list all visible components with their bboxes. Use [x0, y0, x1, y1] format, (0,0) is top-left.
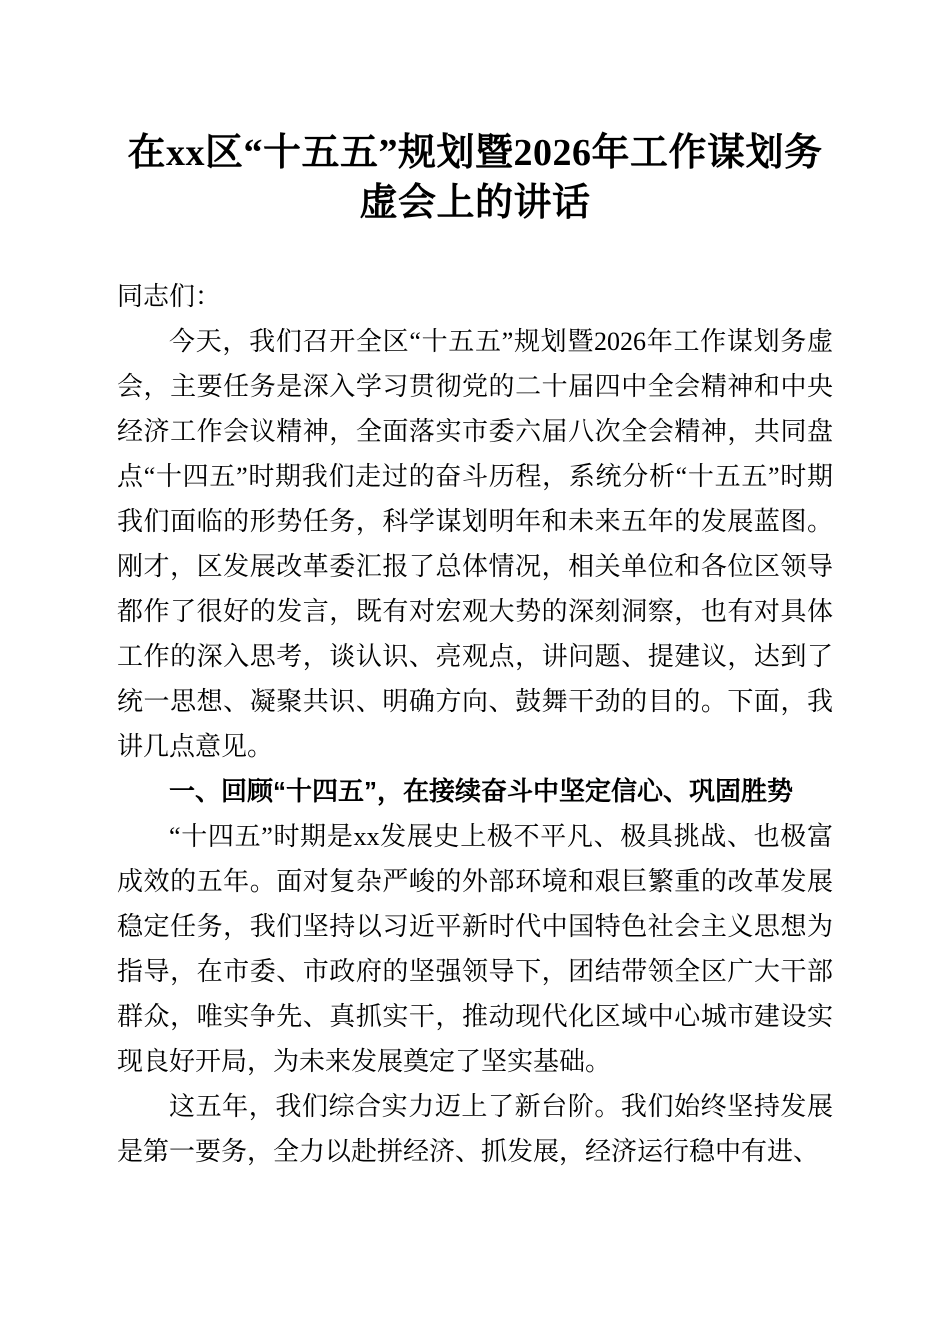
body-paragraph-review: “十四五”时期是xx发展史上极不平凡、极具挑战、也极富成效的五年。面对复杂严峻的外部环境和艰巨繁重的改革发展稳定任务，我们坚持以习近平新时代中国特色社会主义思想为指导，在市委、市政府的坚强领导下，团结带领全区广大干部群众，唯实争先、真抓实干，推动现代化区域中心城市建设实现良好开局，为未来发展奠定了坚实基础。	[117, 822, 833, 1076]
document-title	[117, 128, 833, 228]
section-heading-1: 一、回顾“十四五”，在接续奋斗中坚定信心、巩固胜势	[169, 776, 794, 806]
body-paragraph-achievements: 这五年，我们综合实力迈上了新台阶。我们始终坚持发展是第一要务，全力以赴拼经济、抓发展，经济运行稳中有进、	[117, 1092, 833, 1166]
body-paragraph-intro: 今天，我们召开全区“十五五”规划暨2026年工作谋划务虚会，主要任务是深入学习贯彻党的二十届四中全会精神和中央经济工作会议精神，全面落实市委六届八次全会精神，共同盘点“十四五”时期我们走过的奋斗历程，系统分析“十五五”时期我们面临的形势任务，科学谋划明年和未来五年的发展蓝图。刚才，区发展改革委汇报了总体情况，相关单位和各位区领导都作了很好的发言，既有对宏观大势的深刻洞察，也有对具体工作的深入思考，谈认识、亮观点，讲问题、提建议，达到了统一思想、凝聚共识、明确方向、鼓舞干劲的目的。下面，我讲几点意见。	[117, 327, 833, 761]
document-title-line-2: 虚会上的讲话	[359, 182, 591, 224]
document-title-line-1: 在xx区“十五五”规划暨2026年工作谋划务	[127, 132, 823, 174]
document-body	[117, 274, 833, 1174]
salutation: 同志们：	[117, 282, 222, 311]
